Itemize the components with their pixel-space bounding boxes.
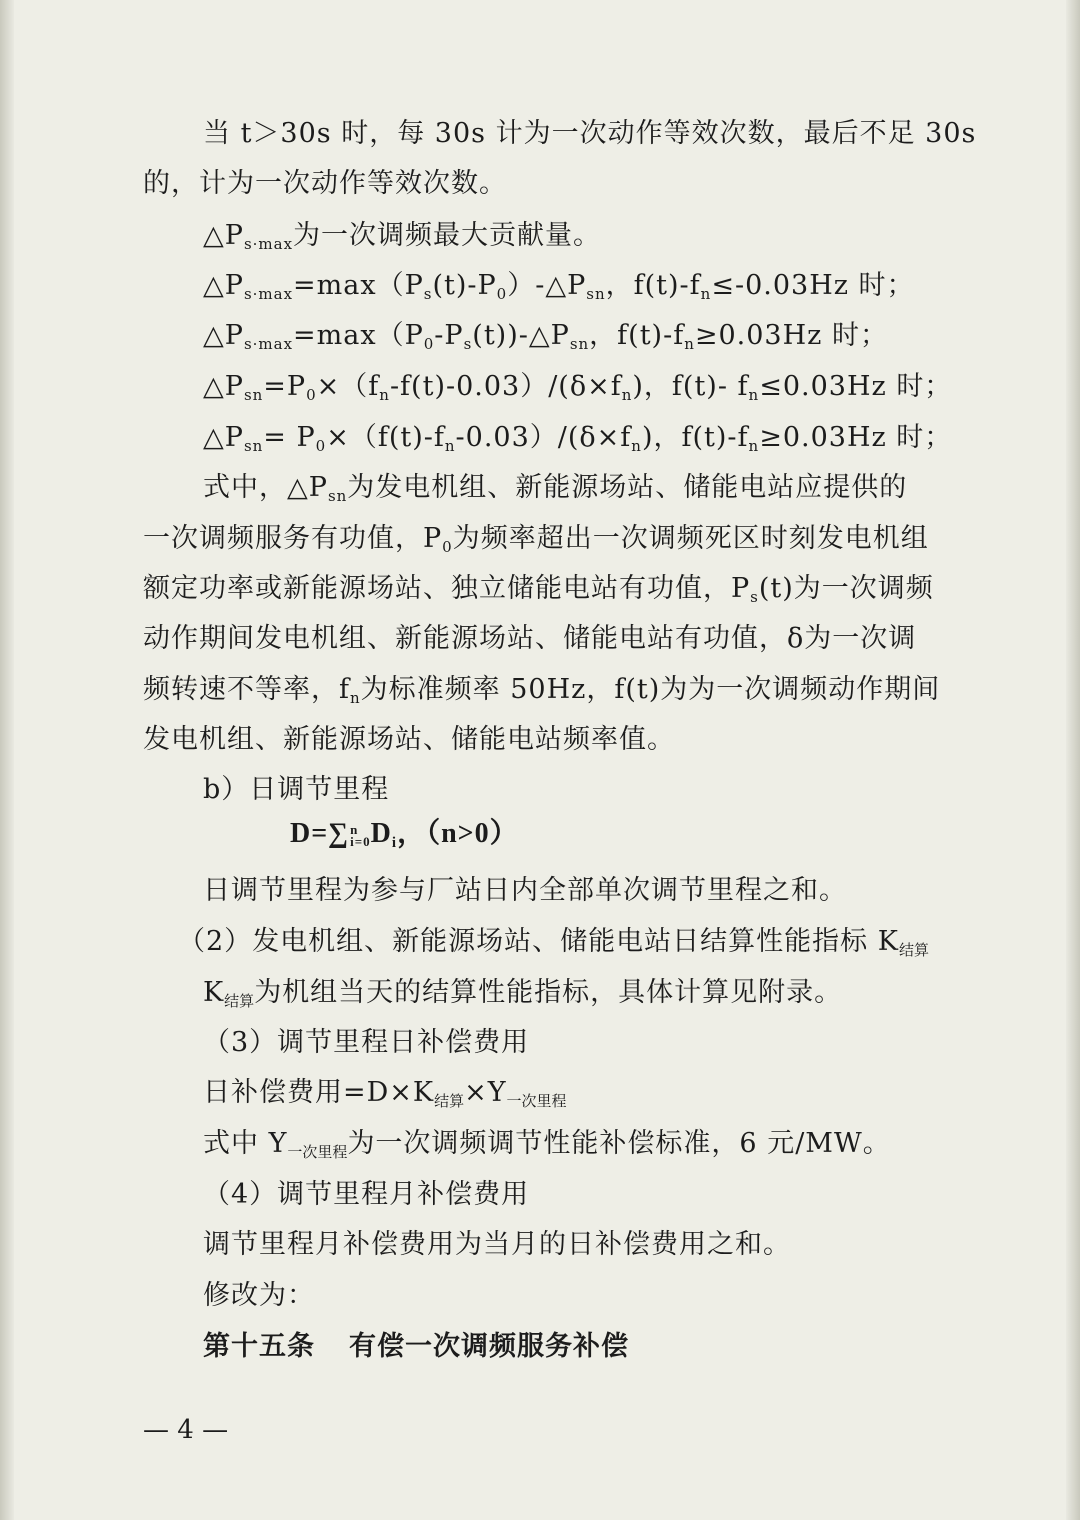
- formula-line-1: $\triangle P_{s\cdot max}=\max(P_s(t)-P_0)-\triangle P_{sn}$，$f(t)-f_n\le-0.03Hz$ 时；: [203, 270, 915, 303]
- paragraph-line-24: 修改为：: [203, 1280, 315, 1311]
- daily-compensation-formula: 日补偿费用$=D\times K_{结算}\times Y_{一次里程}$: [203, 1077, 567, 1110]
- scan-edge-left: [0, 0, 14, 1520]
- subheading-daily-mileage: b）日调节里程: [203, 774, 390, 805]
- scan-edge-right: [1066, 0, 1080, 1520]
- paragraph-line-10: 额定功率或新能源场站、独立储能电站有功值，$P_s(t)$为一次调频: [143, 573, 934, 606]
- paragraph-line-12: 频转速不等率，$f_n$为标准频率 50Hz，f(t)为为一次调频动作期间: [143, 674, 941, 707]
- page-number: — 4 —: [143, 1415, 229, 1445]
- paragraph-line-21: 式中 $Y_{一次里程}$为一次调频调节性能补偿标准，6 元/MW。: [203, 1128, 891, 1161]
- section-4-heading: （4）调节里程月补偿费用: [203, 1179, 530, 1210]
- paragraph-line-8: 式中，$\triangle P_{sn}$为发电机组、新能源场站、储能电站应提供的: [203, 472, 908, 505]
- paragraph-line-9: 一次调频服务有功值，$P_0$为频率超出一次调频死区时刻发电机组: [143, 523, 929, 556]
- definition-line-psmax: $\triangle P_{s\cdot max}$为一次调频最大贡献量。: [203, 220, 602, 253]
- paragraph-line-18: $K_{结算}$为机组当天的结算性能指标，具体计算见附录。: [203, 977, 843, 1010]
- section-3-heading: （3）调节里程日补偿费用: [203, 1027, 530, 1058]
- paragraph-line-13: 发电机组、新能源场站、储能电站频率值。: [143, 724, 675, 755]
- paragraph-line-11: 动作期间发电机组、新能源场站、储能电站有功值，δ为一次调: [143, 623, 917, 654]
- paragraph-line-2: 的，计为一次动作等效次数。: [143, 168, 507, 199]
- mileage-sum-formula: D=∑n $i=0D_i$，（n>0）: [290, 818, 519, 851]
- formula-line-3: $\triangle P_{sn}=P_0\times(f_n-f(t)-0.03)/(\delta\times f_n)$，f(t)- $f_n\le 0.03Hz$ 时；: [203, 371, 953, 404]
- formula-line-4: $\triangle P_{sn}= P_0\times(f(t)-f_n-0.03)/(\delta\times f_n)$，$f(t)-f_n\ge 0.03Hz$ 时；: [203, 422, 953, 455]
- formula-line-2: $\triangle P_{s\cdot max}=\max(P_0-P_s(t))-\triangle P_{sn}$，$f(t)-f_n\ge 0.03Hz$ 时；: [203, 320, 888, 353]
- paragraph-line-16: 日调节里程为参与厂站日内全部单次调节里程之和。: [203, 875, 847, 906]
- section-2-heading: （2）发电机组、新能源场站、储能电站日结算性能指标 $K_{结算}$: [178, 926, 929, 959]
- paragraph-line-1: 当 t＞30s 时，每 30s 计为一次动作等效次数，最后不足 30s: [203, 118, 977, 149]
- paragraph-line-23: 调节里程月补偿费用为当月的日补偿费用之和。: [203, 1229, 791, 1260]
- article-15-heading: 第十五条 有偿一次调频服务补偿: [203, 1331, 629, 1362]
